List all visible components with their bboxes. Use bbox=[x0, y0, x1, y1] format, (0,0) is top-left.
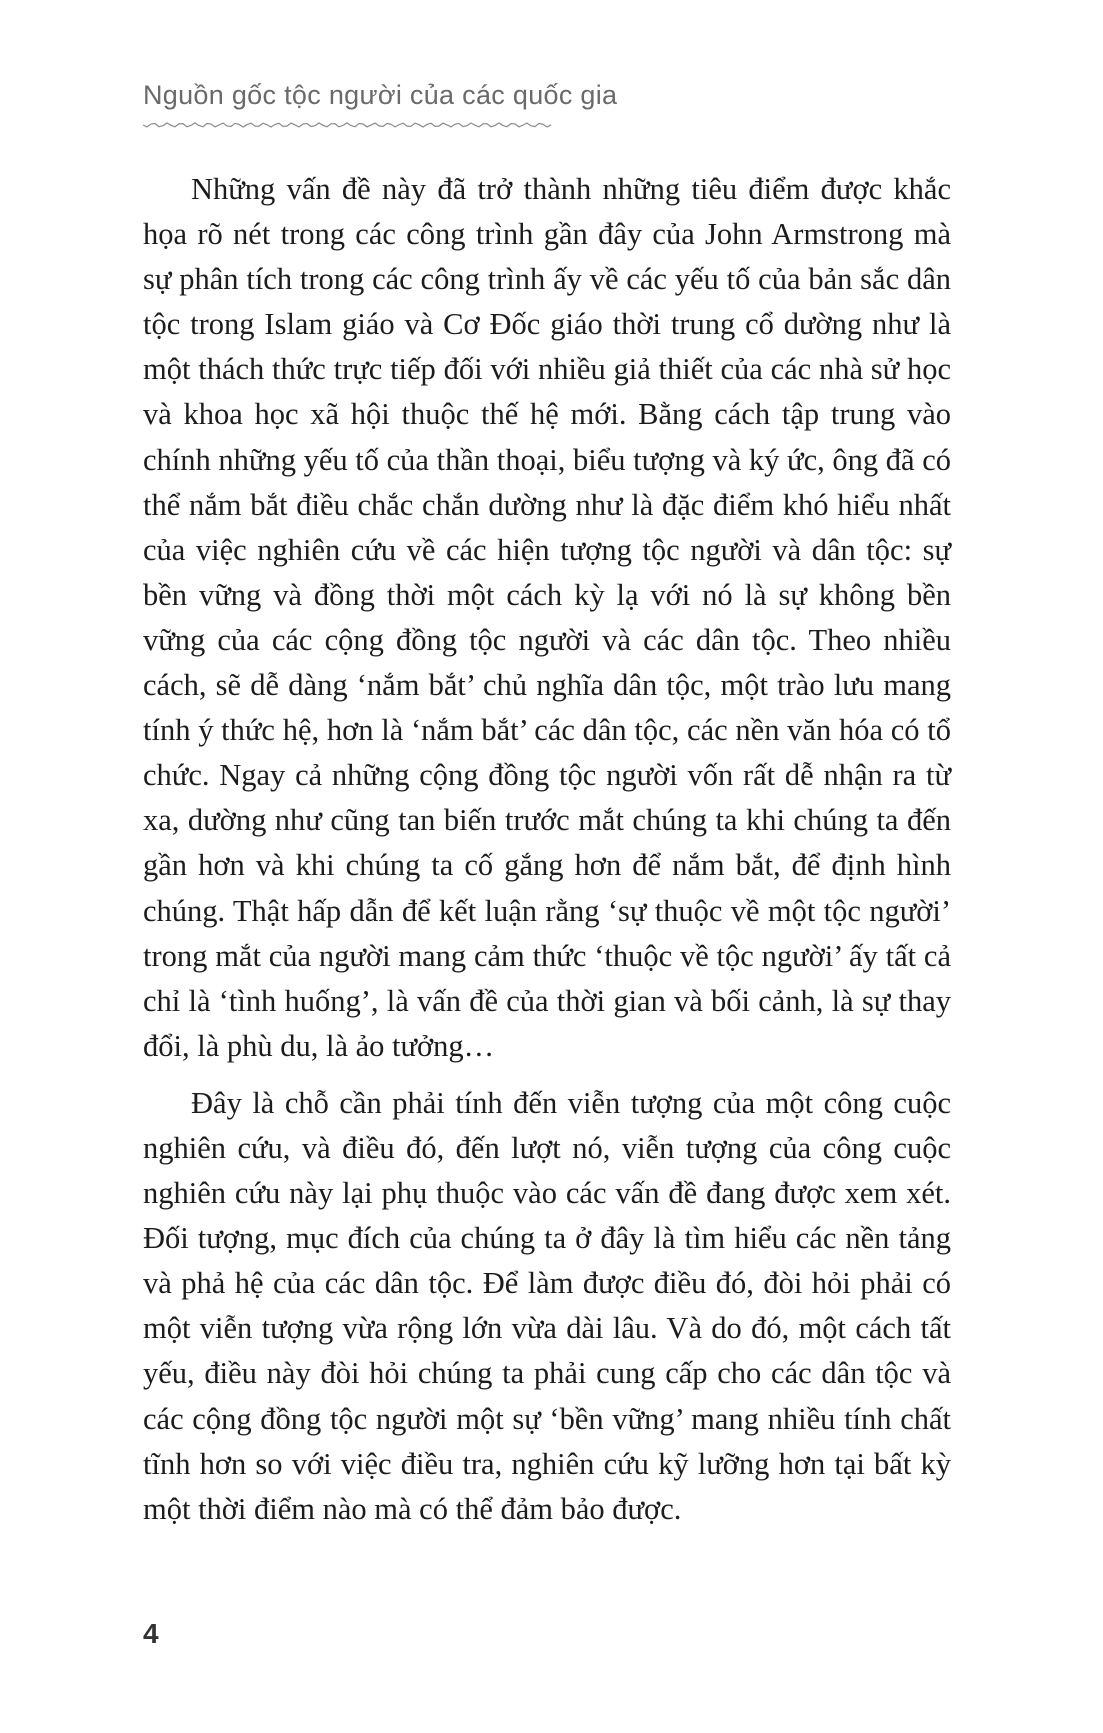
running-head: Nguồn gốc tộc người của các quốc gia bbox=[143, 80, 618, 110]
paragraph-1: Những vấn đề này đã trở thành những tiêu điểm được khắc họa rõ nét trong các công trình gần đây của John Armstrong mà sự phân tích trong các công trình ấy về các yếu tố của bản sắc dân tộc trong Islam giáo và Cơ Đốc giáo thời trung cổ dường như là một thách thức trực tiếp đối với nhiều giả thiết của các nhà sử học và khoa học xã hội thuộc thế hệ mới. Bằng cách tập trung vào chính những yếu tố của thần thoại, biểu tượng và ký ức, ông đã có thể nắm bắt điều chắc chắn dường như là đặc điểm khó hiểu nhất của việc nghiên cứu về các hiện tượng tộc người và dân tộc: sự bền vững và đồng thời một cách kỳ lạ với nó là sự không bền vững của các cộng đồng tộc người và các dân tộc. Theo nhiều cách, sẽ dễ dàng ‘nắm bắt’ chủ nghĩa dân tộc, một trào lưu mang tính ý thức hệ, hơn là ‘nắm bắt’ các dân tộc, các nền văn hóa có tổ chức. Ngay cả những cộng đồng tộc người vốn rất dễ nhận ra từ xa, dường như cũng tan biến trước mắt chúng ta khi chúng ta đến gần hơn và khi chúng ta cố gắng hơn để nắm bắt, để định hình chúng. Thật hấp dẫn để kết luận rằng ‘sự thuộc về một tộc người’ trong mắt của người mang cảm thức ‘thuộc về tộc người’ ấy tất cả chỉ là ‘tình huống’, là vấn đề của thời gian và bối cảnh, là sự thay đổi, là phù du, là ảo tưởng… bbox=[143, 172, 951, 1063]
wavy-underline bbox=[143, 121, 553, 129]
paragraph-2: Đây là chỗ cần phải tính đến viễn tượng của một công cuộc nghiên cứu, và điều đó, đến lượt nó, viễn tượng của công cuộc nghiên cứu này lại phụ thuộc vào các vấn đề đang được xem xét. Đối tượng, mục đích của chúng ta ở đây là tìm hiểu các nền tảng và phả hệ của các dân tộc. Để làm được điều đó, đòi hỏi phải có một viễn tượng vừa rộng lớn vừa dài lâu. Và do đó, một cách tất yếu, điều này đòi hỏi chúng ta phải cung cấp cho các dân tộc và các cộng đồng tộc người một sự ‘bền vững’ mang nhiều tính chất tĩnh hơn so với việc điều tra, nghiên cứu kỹ lưỡng hơn tại bất kỳ một thời điểm nào mà có thể đảm bảo được. bbox=[143, 1085, 951, 1526]
body-text bbox=[143, 167, 951, 1532]
page-number: 4 bbox=[143, 1618, 159, 1649]
